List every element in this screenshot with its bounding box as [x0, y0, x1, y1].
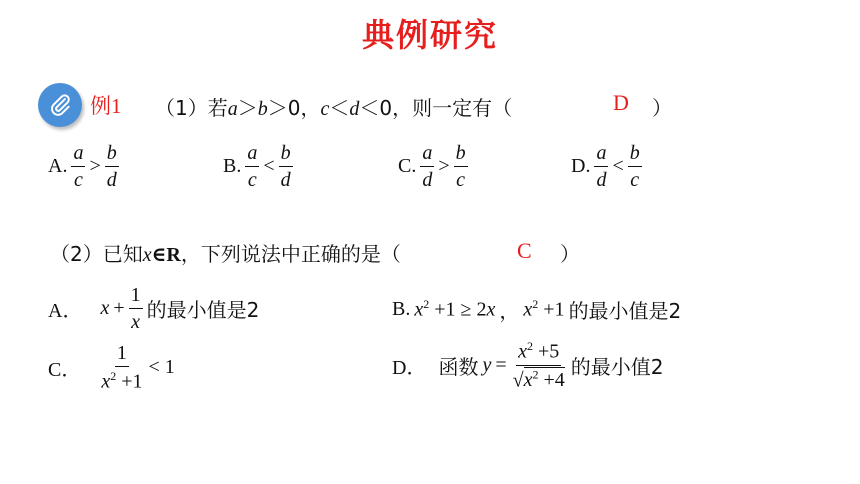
question-2-answer: C	[517, 238, 532, 263]
q2-option-a: A． x + $\frac{1}{x}$ 的最小值是2	[48, 284, 260, 333]
page-title: 典例研究	[361, 16, 498, 54]
q1-option-c: C. $\frac{a}{d}$ > $\frac{b}{c}$	[398, 142, 466, 191]
q1-option-d: D. $\frac{a}{d}$ < $\frac{b}{c}$	[571, 142, 640, 191]
q2-option-d: D． 函数 y = $\frac{x^2 +5}{√x^2 +4}$ 的最小值2	[392, 339, 664, 392]
q2-option-c: C． $\frac{1}{x^2 +1}$ < 1	[48, 342, 175, 393]
question-1-answer: D	[613, 90, 629, 115]
example-label: 例1	[90, 94, 122, 118]
q2-option-b: B. $x^2 +1 \ge 2x$ ， $x^2 +1$ 的最小值是2	[392, 297, 682, 323]
question-2-close-paren: ）	[560, 242, 580, 266]
question-1-close-paren: ）	[652, 96, 672, 120]
q1-option-b: B. $\frac{a}{c}$ < $\frac{b}{d}$	[223, 142, 291, 191]
paperclip-icon	[47, 92, 73, 118]
paperclip-badge	[38, 83, 82, 127]
question-1-stem: （1）若a＞b＞0，c＜d＜0，则一定有（	[155, 96, 513, 120]
question-2-stem: （2）已知x∈R，下列说法中正确的是（	[50, 242, 401, 266]
q1-option-a: A. $\frac{a}{c}$ > $\frac{b}{d}$	[48, 142, 117, 191]
